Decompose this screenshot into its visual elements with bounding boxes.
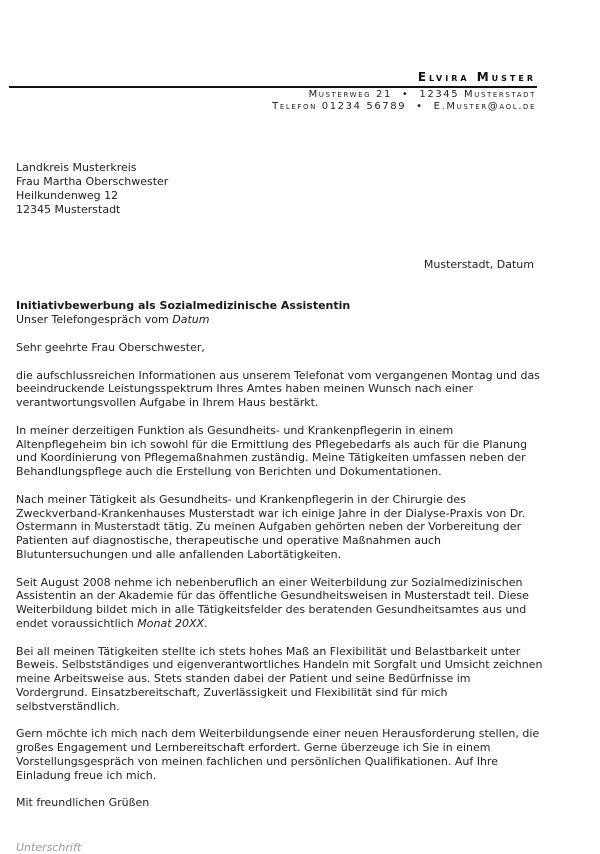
sender-phone: Telefon 01234 56789 [272,101,407,112]
sender-email: E.Muster@aol.de [433,101,536,112]
sender-address-line [309,89,536,100]
paragraph-italic: Monat 20XX [137,616,205,630]
recipient-line: Landkreis Musterkreis [16,161,137,174]
paragraph: Gern möchte ich mich nach dem Weiterbildungsende einer neuen Herausforderung stellen, die großes Engagement und Lernbereitschaft erfordert. Gerne überzeuge ich Sie in einem Vorstellungsgespräch von meinen fachlichen und persönlichen Qualifikationen. Auf Ihre Einladung freue ich mich. [16,727,540,782]
signature: Unterschrift [16,841,82,854]
sender-street: Musterweg 21 [308,89,392,100]
paragraph-end: . [204,616,208,630]
closing: Mit freundlichen Grüßen [16,796,150,810]
paragraph: Nach meiner Tätigkeit als Gesundheits- und Krankenpflegerin in der Chirurgie des Zweckverband-Krankenhauses Musterstadt war ich einige Jahre in der Dialyse-Praxis von Dr. Ostermann in Musterstadt tätig. Zu meinen Aufgaben gehörten neben der Vorbereitung der Patienten auf diagnostische, therapeutische und operative Maßnahmen auch Blutuntersuchungen und alle anfallenden Labortätigkeiten. [16,492,526,561]
subject-block [16,299,546,327]
letter-date: Musterstadt, Datum [423,258,534,271]
reference-date: Datum [172,313,210,326]
paragraph: Bei all meinen Tätigkeiten stellte ich stets hohes Maß an Flexibilität und Belastbarkeit unter Beweis. Selbstständiges und eigenverantwortliches Handeln mit Sorgfalt und Umsicht zeichnen meine Arbeitsweise aus. Stets standen dabei der Patient und seine Bedürfnisse im Vordergrund. Einsatzbereitschaft, Zuverlässigkeit und Flexibilität sind für mich selbstverständlich. [16,644,543,713]
reference-prefix: Unser Telefongespräch vom [16,313,169,326]
sender-city: 12345 Musterstadt [419,89,536,100]
recipient-address [16,161,168,217]
subject-title: Initiativbewerbung als Sozialmedizinische Assistentin [16,299,351,312]
separator-dot: • [416,101,424,112]
paragraph [16,576,544,631]
letter-body [16,341,544,824]
recipient-line: Heilkundenweg 12 [16,189,119,202]
paragraph-text: Seit August 2008 nehme ich nebenberuflich an einer Weiterbildung zur Sozialmedizinischen Assistentin an der Akademie für das öffentliche Gesundheitsweisen in Musterstadt teil. Diese Weiterbildung bildet mich in alle Tätigkeitsfelder des beratenden Gesundheitsamtes aus und endet voraussichtlich [16,575,529,630]
sender-name: Elvira Muster [417,70,536,84]
subject-reference [16,313,546,327]
recipient-line: 12345 Musterstadt [16,203,121,216]
sender-contact-line [272,101,536,112]
header-divider [9,86,537,88]
salutation: Sehr geehrte Frau Oberschwester, [16,341,205,354]
paragraph: In meiner derzeitigen Funktion als Gesundheits- und Krankenpflegerin in einem Altenpflegeheim bin ich sowohl für die Ermittlung des Pflegebedarfs als auch für die Planung und Koordinierung von Pflegemaßnahmen zuständig. Meine Tätigkeiten umfassen neben der Behandlungspflege auch die Erstellung von Berichten und Dokumentationen. [16,423,528,479]
separator-dot: • [401,89,410,100]
paragraph: die aufschlussreichen Informationen aus unserem Telefonat vom vergangenen Montag und das beeindruckende Leistungsspektrum Ihres Amtes haben meinen Wunsch nach einer verantwortungsvollen Aufgabe in Ihrem Haus bestärkt. [16,368,540,410]
recipient-line: Frau Martha Oberschwester [16,175,169,188]
